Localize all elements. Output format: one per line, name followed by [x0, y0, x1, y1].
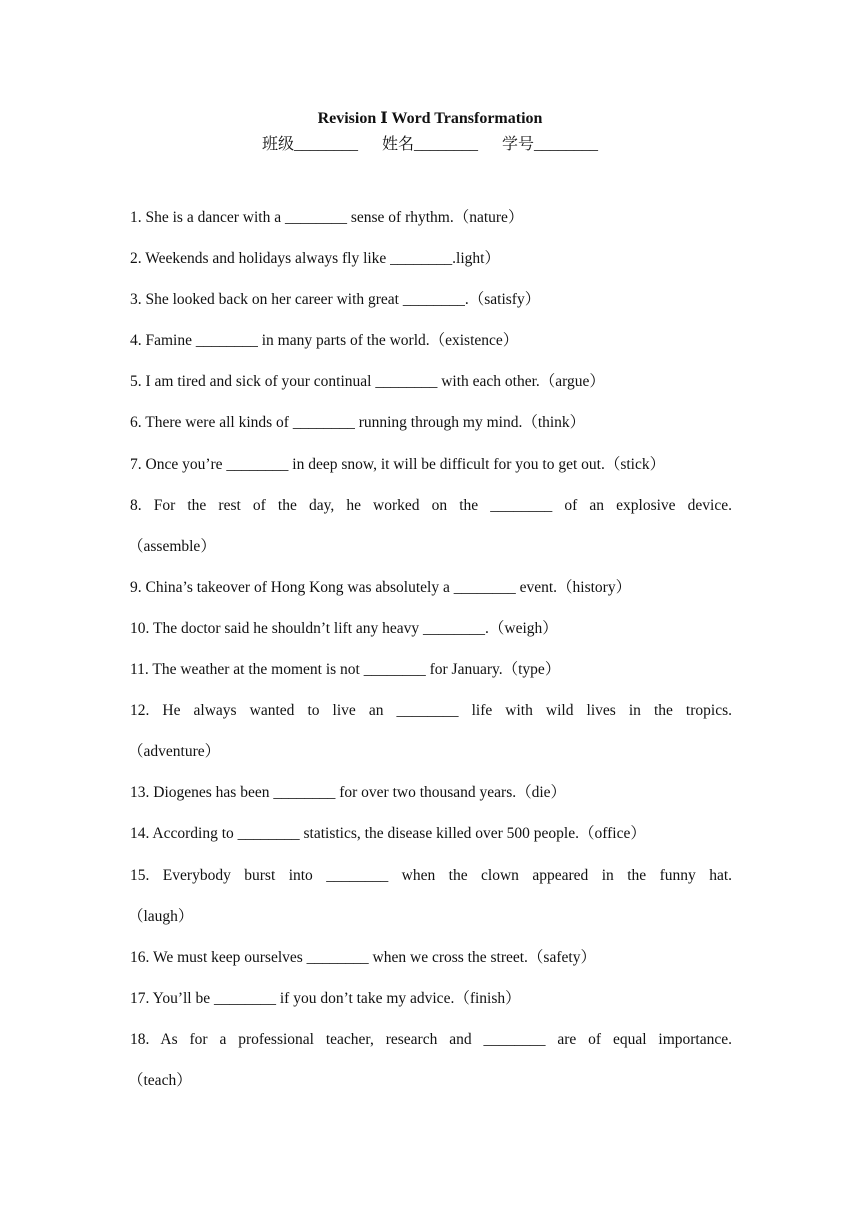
question-6: 6. There were all kinds of ________ running through my mind.（think）: [130, 414, 586, 432]
question-7: 7. Once you’re ________ in deep snow, it will be difficult for you to get out.（stick）: [130, 455, 666, 473]
question-11: 11. The weather at the moment is not ________ for January.（type）: [130, 661, 561, 679]
student-info-row: [0, 134, 860, 156]
question-18: 18. As for a professional teacher, research and ________ are of equal importance.: [130, 1030, 732, 1048]
question-18-hint: （teach）: [128, 1071, 192, 1089]
question-17: 17. You’ll be ________ if you don’t take my advice.（finish）: [130, 989, 521, 1007]
question-15-hint: （laugh）: [128, 907, 194, 925]
question-8: 8. For the rest of the day, he worked on the ________ of an explosive device.: [130, 496, 732, 514]
question-12-hint: （adventure）: [128, 743, 221, 761]
question-list: [130, 197, 732, 1101]
question-8-hint: （assemble）: [128, 537, 216, 555]
question-1: 1. She is a dancer with a ________ sense of rhythm.（nature）: [130, 209, 524, 226]
question-15: 15. Everybody burst into ________ when the clown appeared in the funny hat.: [130, 866, 732, 884]
question-16: 16. We must keep ourselves ________ when we cross the street.（safety）: [130, 948, 596, 966]
name-field: 姓名________: [381, 136, 478, 153]
question-2: 2. Weekends and holidays always fly like ________.light）: [130, 250, 500, 268]
question-14: 14. According to ________ statistics, the disease killed over 500 people.（office）: [130, 825, 646, 843]
question-13: 13. Diogenes has been ________ for over two thousand years.（die）: [130, 784, 567, 802]
question-9: 9. China’s takeover of Hong Kong was absolutely a ________ event.（history）: [130, 578, 632, 596]
question-3: 3. She looked back on her career with great ________.（satisfy）: [130, 291, 541, 309]
question-5: 5. I am tired and sick of your continual ________ with each other.（argue）: [130, 373, 605, 391]
question-4: 4. Famine ________ in many parts of the world.（existence）: [130, 332, 519, 350]
class-field: 班级________: [261, 136, 358, 153]
student-id-field: 学号________: [502, 136, 599, 153]
question-12: 12. He always wanted to live an ________ life with wild lives in the tropics.: [130, 702, 732, 720]
title-text: Revision Ⅰ Word Transformation: [317, 110, 543, 127]
question-10: 10. The doctor said he shouldn’t lift any heavy ________.（weigh）: [130, 619, 558, 637]
worksheet-title: [0, 108, 860, 130]
